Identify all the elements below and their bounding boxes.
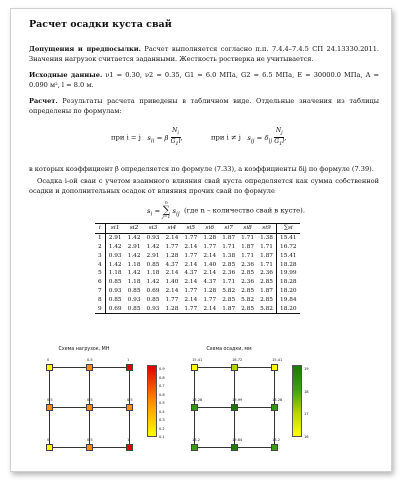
table-cell: 1.42 (127, 235, 141, 242)
table-cell: 15.41 (280, 252, 297, 259)
settle-diagram (174, 345, 309, 455)
table-cell: 4 (95, 260, 105, 269)
table-cell: 2.36 (222, 270, 236, 277)
table-cell: 1.71 (222, 279, 236, 286)
table-cell: 1.42 (108, 243, 122, 250)
pile-node (86, 404, 93, 411)
pile-node (271, 364, 278, 371)
table-cell: 2.85 (241, 270, 255, 277)
table-cell: 2 (95, 243, 105, 252)
table-cell: 0.85 (127, 287, 141, 294)
table-row (95, 295, 300, 304)
pile-label: 0.5 (87, 358, 93, 362)
assumptions-heading: Допущения и предпосылки. (29, 45, 141, 53)
table-cell: 1.77 (165, 243, 179, 250)
table-cell: 18.20 (280, 287, 297, 294)
colorbar-tick: 16 (304, 435, 309, 439)
input-paragraph (29, 71, 379, 90)
table-cell: 19.99 (280, 270, 297, 277)
table-cell: 1.42 (146, 279, 160, 286)
table-row (95, 233, 300, 242)
pile-label: 19.99 (232, 398, 243, 402)
table-cell: 2.14 (184, 261, 198, 268)
table-cell: 2.91 (108, 235, 122, 242)
pile-label: 15.41 (272, 358, 283, 362)
table-cell: 9 (95, 304, 105, 313)
pile-label: 16.72 (232, 358, 243, 362)
table-cell: 5.82 (222, 287, 236, 294)
table-cell: 0.85 (146, 261, 160, 268)
table-cell: 0.85 (125, 304, 144, 313)
table-cell: 1.40 (165, 279, 179, 286)
colorbar-tick: 0.7 (159, 384, 165, 388)
table-cell: 4.37 (165, 261, 179, 268)
table-cell: 1.71 (222, 243, 236, 250)
table-cell: 2.14 (165, 287, 179, 294)
table-cell: 1.71 (257, 260, 276, 269)
table-cell: 1 (95, 233, 105, 242)
table-cell: 5.82 (241, 296, 255, 303)
pile-node (191, 364, 198, 371)
calc-text: Результаты расчета приведены в табличном виде. Отдельные значения из таблицы определены по формулам: (29, 97, 379, 115)
table-cell: 0.69 (146, 287, 160, 294)
formula-ij-lhs: $s_{ij} = \delta_{ij}$ (247, 133, 273, 145)
table-cell: 1.18 (108, 270, 122, 277)
table-cell: 1.28 (203, 287, 217, 294)
pile-label: 19.84 (232, 438, 243, 442)
pile-node (126, 404, 133, 411)
formula-ii-condition: при i = j (111, 133, 141, 142)
table-cell: 2.36 (241, 261, 255, 268)
pile-node (86, 364, 93, 371)
table-row (95, 278, 300, 287)
table-cell: 1.77 (203, 243, 217, 250)
formula-ii-fraction: $\frac{N_i}{G_1l}$ (170, 127, 181, 148)
table-cell: 0.93 (108, 252, 122, 259)
input-heading: Исходные данные. (29, 71, 103, 79)
table-header: si8 (238, 224, 257, 234)
document-sheet (10, 8, 392, 472)
pile-node (126, 364, 133, 371)
table-cell: 5 (95, 269, 105, 278)
table-cell: 2.85 (257, 295, 276, 304)
page-title: Расчет осадки куста свай (29, 19, 172, 30)
pile-node (86, 444, 93, 451)
table-cell: 1.28 (165, 252, 179, 259)
colorbar-tick: 0.1 (159, 435, 165, 439)
table-header: i (95, 224, 105, 234)
results-table (95, 223, 300, 314)
settle-colorbar (292, 365, 302, 437)
table-header: si2 (125, 224, 144, 234)
table-cell: 0.85 (108, 296, 122, 303)
table-header: si1 (105, 224, 124, 234)
table-row (95, 243, 300, 252)
settle-diagram-title: Схема осадки, мм (206, 347, 252, 352)
table-row (95, 304, 300, 313)
calc-heading: Расчет. (29, 97, 58, 105)
colorbar-tick: 0.9 (159, 367, 165, 371)
colorbar-tick: 0.6 (159, 392, 165, 397)
table-cell: 1.42 (127, 270, 141, 277)
pile-label: 0.5 (87, 398, 93, 402)
pile-node (231, 364, 238, 371)
colorbar-tick: 17 (304, 412, 309, 417)
table-cell: 0.69 (105, 304, 124, 313)
table-header: si9 (257, 224, 276, 234)
table-header: si5 (181, 224, 200, 234)
pile-label: 0 (47, 438, 50, 442)
pile-label: 18.2 (272, 438, 281, 442)
pile-node (271, 404, 278, 411)
table-cell: 7 (95, 287, 105, 296)
loads-colorbar (147, 365, 157, 437)
table-cell: 2.36 (241, 279, 255, 286)
table-cell: 0.93 (144, 304, 163, 313)
table-cell: 4.37 (203, 279, 217, 286)
table-cell: 2.14 (184, 279, 198, 286)
table-header-row (95, 224, 300, 234)
colorbar-tick: 0.2 (159, 426, 165, 431)
table-cell: 18.20 (277, 304, 300, 313)
pile-label: 18.28 (272, 398, 283, 402)
table-header: si3 (144, 224, 163, 234)
table-cell: 1.87 (257, 251, 276, 260)
table-cell: 1.71 (241, 252, 255, 259)
table-row (95, 251, 300, 260)
table-cell: 2.85 (222, 296, 236, 303)
coeff-paragraph: в которых коэффициент β определяется по формуле (7.33), а коэффициенты δij по формуле (7.39). (29, 165, 374, 173)
table-cell: 1.42 (146, 243, 160, 250)
table-cell: 16.72 (280, 243, 297, 250)
table-cell: 0.85 (108, 279, 122, 286)
table-cell: 1.87 (222, 235, 236, 242)
formula-ij-condition: при i ≠ j (211, 133, 241, 142)
table-cell: 2.85 (238, 304, 257, 313)
pile-label: 0 (47, 358, 50, 362)
pile-label: 0.5 (87, 438, 93, 442)
colorbar-tick: 18 (304, 389, 309, 394)
table-cell: 1.77 (181, 304, 200, 313)
pile-node (231, 444, 238, 451)
table-cell: 0.93 (146, 235, 160, 242)
pile-label: 1 (127, 358, 130, 362)
sum-formula: $s_i = n$ ∑ j=1 $s_{ij}$ (где n – количество свай в кусте). (147, 201, 305, 220)
table-cell: 18.28 (280, 261, 297, 268)
pile-label: 18.2 (192, 438, 201, 442)
table-cell: 2.91 (127, 243, 141, 250)
pile-node (126, 444, 133, 451)
table-cell: 1.42 (127, 252, 141, 259)
colorbar-tick: 0.4 (159, 409, 165, 414)
table-cell: 6 (95, 278, 105, 287)
pile-label: 1 (127, 438, 130, 442)
table-header: ∑si (277, 224, 300, 234)
pile-node (46, 364, 53, 371)
pile-label: 0.5 (47, 398, 53, 402)
formula-ij-fraction: $\frac{N_j}{G_1l}$ (274, 127, 285, 148)
table-cell: 1.77 (203, 296, 217, 303)
table-row (95, 260, 300, 269)
table-header: si7 (219, 224, 238, 234)
table-cell: 2.14 (184, 243, 198, 250)
pile-node (46, 444, 53, 451)
colorbar-tick: 19 (304, 367, 309, 371)
table-cell: 1.71 (241, 235, 255, 242)
table-cell: 0.93 (127, 296, 141, 303)
assumptions-text: Расчет выполняется согласно п.п. 7.4.4–7.4.5 СП 24.13330.2011. Значения нагрузок считается заданными. Жесткость ростверка не учитывается. (29, 45, 379, 63)
table-cell: 2.14 (165, 270, 179, 277)
table-cell: 1.38 (222, 252, 236, 259)
pile-label: 0.5 (127, 398, 133, 402)
settle-paragraph: Осадка i-ой сваи с учетом взаимного влияния свай куста определяется как сумма собственной осадки и дополнительных осадок от влияния прочих свай по формуле (29, 177, 379, 195)
loads-diagram-title: Схема нагрузок, МН (58, 347, 110, 352)
table-cell: 1.38 (257, 233, 276, 242)
colorbar-tick: 0.5 (159, 401, 165, 405)
pile-node (46, 404, 53, 411)
table-cell: 1.77 (184, 287, 198, 294)
table-cell: 1.87 (219, 304, 238, 313)
colorbar-tick: 0.8 (159, 375, 165, 380)
table-cell: 2.14 (165, 235, 179, 242)
table-cell: 1.87 (257, 287, 276, 296)
pile-label: 15.41 (192, 358, 203, 362)
table-cell: 8 (95, 295, 105, 304)
table-cell: 1.18 (127, 279, 141, 286)
table-cell: 2.14 (184, 296, 198, 303)
table-cell: 19.84 (280, 296, 297, 303)
table-cell: 2.14 (200, 304, 219, 313)
table-cell: 1.28 (203, 235, 217, 242)
assumptions-paragraph (29, 45, 379, 64)
pile-node (231, 404, 238, 411)
loads-diagram (29, 345, 165, 455)
table-cell: 1.28 (162, 304, 181, 313)
sum-sign: n ∑ j=1 (162, 201, 171, 220)
formula-ij: при i ≠ j $s_{ij} = \delta_{ij}$ $\frac{N_j}{G_1l}$ , (211, 127, 287, 148)
table-cell: 1.18 (127, 261, 141, 268)
table-cell: 2.91 (146, 252, 160, 259)
table-cell: 0.85 (146, 296, 160, 303)
input-text: ν1 = 0.30, ν2 = 0.35, G1 = 6.0 МПа, G2 = 6.5 МПа, E = 30000.0 МПа, A = 0.090 м², l = 8.0 м. (29, 71, 379, 89)
table-cell: 2.14 (203, 252, 217, 259)
table-cell: 2.36 (257, 269, 276, 278)
formula-ii-lhs: $s_{ii} = \beta$ (147, 133, 169, 145)
table-cell: 1.42 (108, 261, 122, 268)
table-cell: 18.28 (280, 279, 297, 286)
pile-node (191, 404, 198, 411)
table-cell: 1.40 (203, 261, 217, 268)
table-cell: 1.71 (257, 243, 276, 252)
table-cell: 15.41 (280, 235, 297, 242)
table-header: si6 (200, 224, 219, 234)
table-cell: 1.77 (184, 252, 198, 259)
table-cell: 1.18 (146, 270, 160, 277)
sum-note: (где n – количество свай в кусте). (183, 206, 305, 215)
pile-label: 18.28 (192, 398, 203, 402)
table-cell: 2.85 (257, 278, 276, 287)
table-cell: 1.77 (165, 296, 179, 303)
table-cell: 1.87 (241, 243, 255, 250)
pile-node (271, 444, 278, 451)
table-header: si4 (162, 224, 181, 234)
table-cell: 3 (95, 251, 105, 260)
colorbar-tick: 0.3 (159, 418, 165, 422)
table-cell: 2.14 (203, 270, 217, 277)
table-row (95, 269, 300, 278)
table-cell: 1.77 (184, 235, 198, 242)
table-cell: 5.82 (257, 304, 276, 313)
formula-ii: при i = j $s_{ii} = \beta$ $\frac{N_i}{G_1l}$ , (111, 127, 183, 148)
table-cell: 2.85 (241, 287, 255, 294)
table-row (95, 287, 300, 296)
table-cell: 0.93 (108, 287, 122, 294)
pile-node (191, 444, 198, 451)
table-cell: 2.85 (222, 261, 236, 268)
calc-paragraph (29, 97, 379, 116)
table-cell: 4.37 (184, 270, 198, 277)
